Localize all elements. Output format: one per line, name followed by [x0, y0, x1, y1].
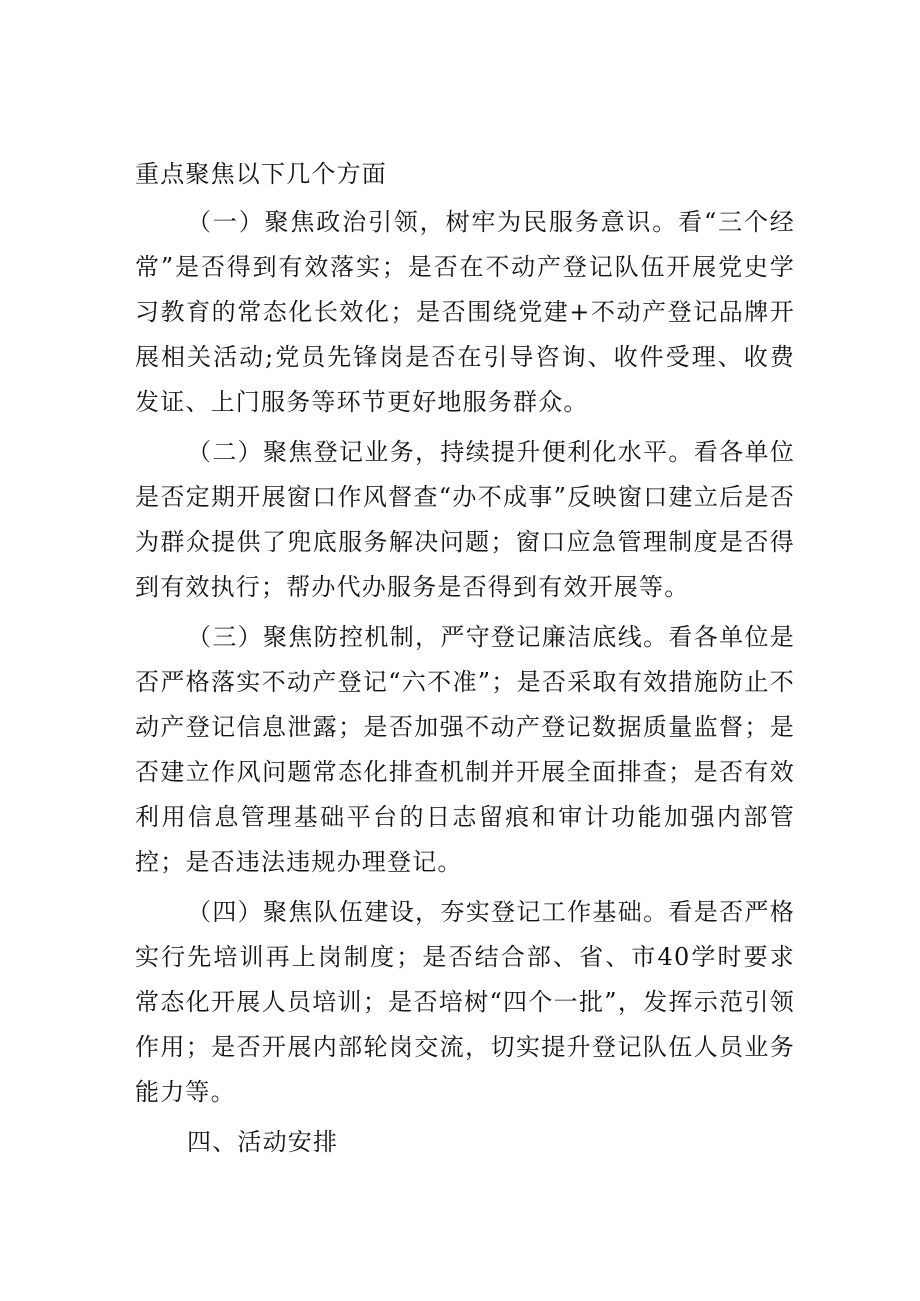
paragraph-3: （三）聚焦防控机制，严守登记廉洁底线。看各单位是否严格落实不动产登记“六不准”；是否采取有效措施防止不动产登记信息泄露；是否加强不动产登记数据质量监督；是否建立作风问题常态化排查机制并开展全面排查；是否有效利用信息管理基础平台的日志留痕和审计功能加强内部管控；是否违法违规办理登记。 — [135, 623, 795, 876]
paragraph-2: （二）聚焦登记业务，持续提升便利化水平。看各单位是否定期开展窗口作风督查“办不成事”反映窗口建立后是否为群众提供了兜底服务解决问题；窗口应急管理制度是否得到有效执行；帮办代办服务是否得到有效开展等。 — [135, 438, 795, 601]
paragraph-1: （一）聚焦政治引领，树牢为民服务意识。看“三个经常”是否得到有效落实；是否在不动产登记队伍开展党史学习教育的常态化长效化；是否围绕党建+不动产登记品牌开展相关活动;党员先锋岗是否在引导咨询、收件受理、收费发证、上门服务等环节更好地服务群众。 — [135, 208, 795, 416]
document-body — [135, 152, 795, 1165]
intro-line: 重点聚焦以下几个方面 — [135, 160, 387, 188]
section-heading: 四、活动安排 — [187, 1128, 339, 1156]
paragraph-4: （四）聚焦队伍建设，夯实登记工作基础。看是否严格实行先培训再上岗制度；是否结合部、省、市40学时要求常态化开展人员培训；是否培树“四个一批”，发挥示范引领作用；是否开展内部轮岗交流，切实提升登记队伍人员业务能力等。 — [135, 898, 795, 1106]
